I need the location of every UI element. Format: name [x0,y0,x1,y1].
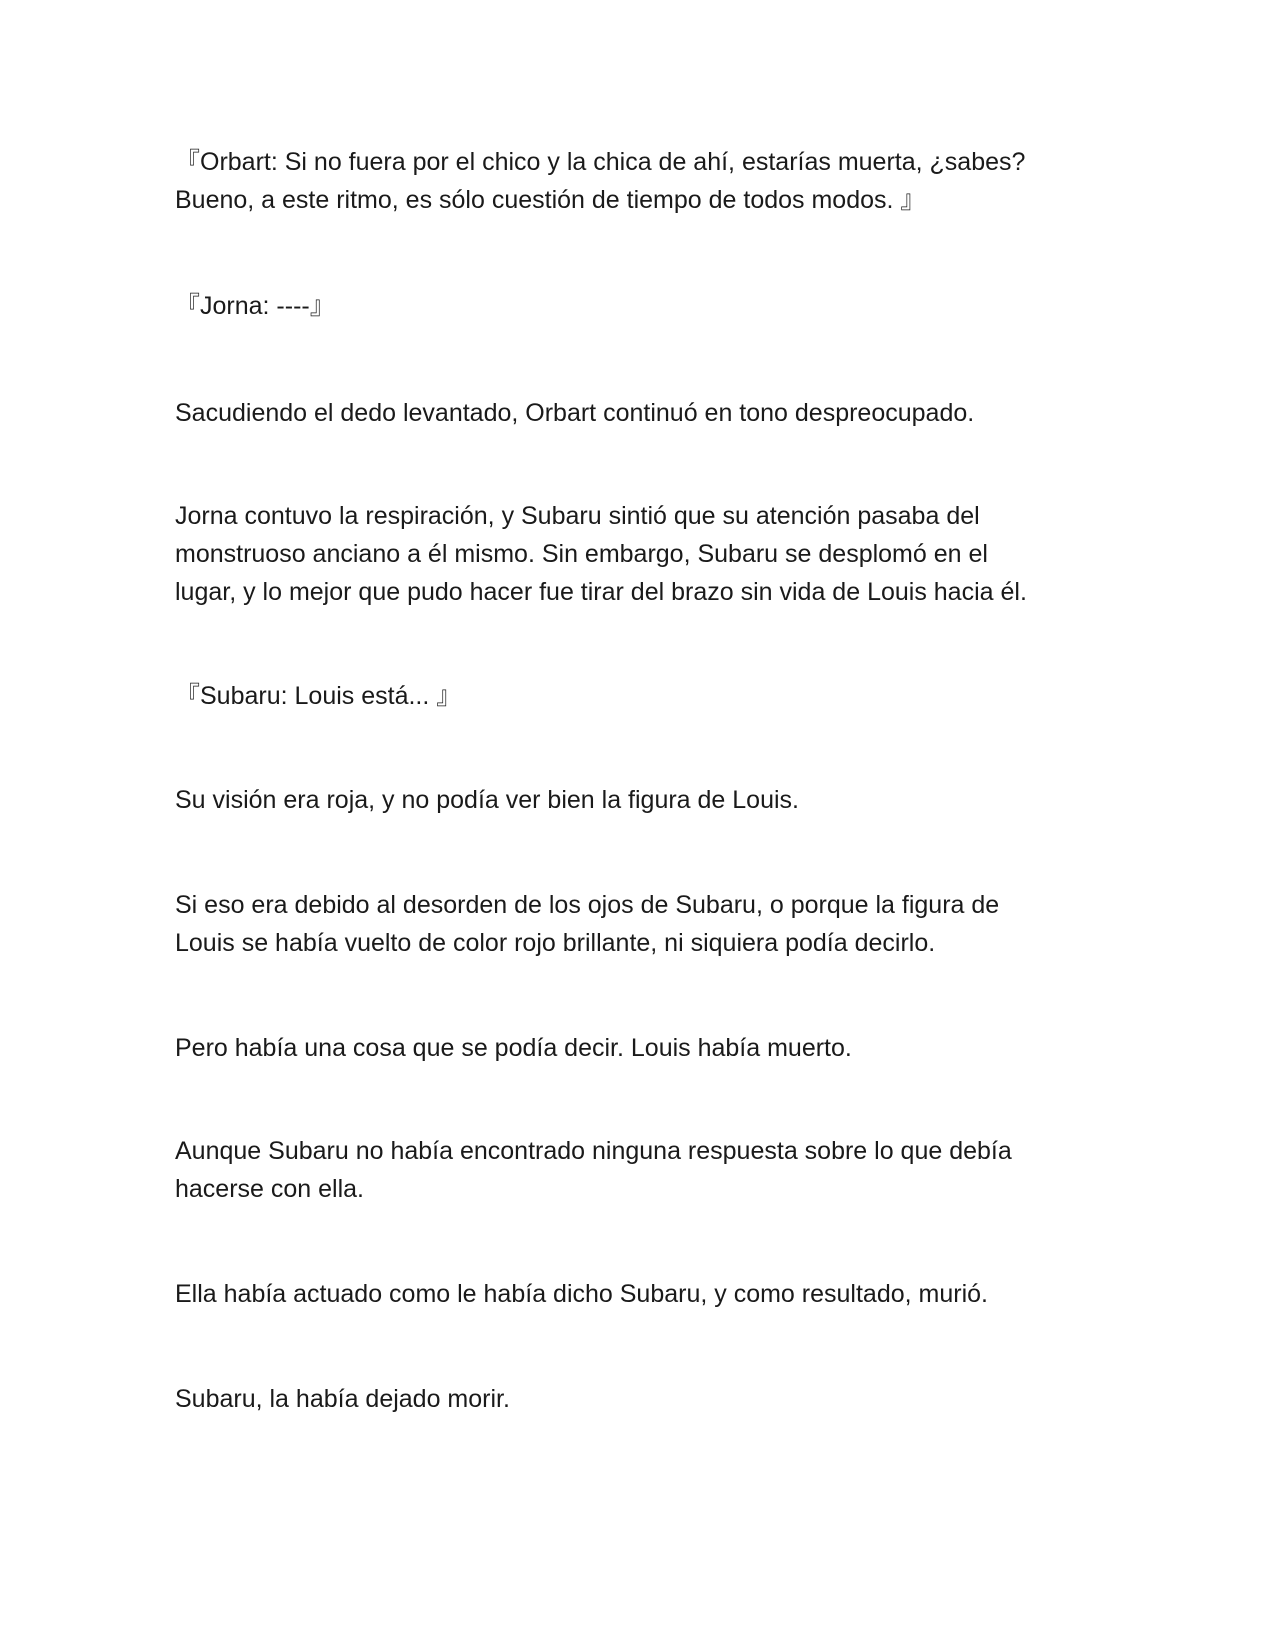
text-line: hacerse con ella. [175,1175,365,1203]
paragraph-narration [175,1029,1095,1067]
text-line: Ella había actuado como le había dicho Subaru, y como resultado, murió. [175,1280,988,1308]
text-line: Aunque Subaru no había encontrado ninguna respuesta sobre lo que debía [175,1137,1012,1165]
text-line: 『Jorna: ----』 [175,292,335,320]
paragraph-narration [175,394,1095,432]
text-line: Sacudiendo el dedo levantado, Orbart continuó en tono despreocupado. [175,399,975,427]
paragraph-narration [175,497,1095,611]
text-line: 『Subaru: Louis está... 』 [175,682,462,710]
paragraph-narration [175,886,1095,962]
text-line: Subaru, la había dejado morir. [175,1385,510,1413]
text-line: Pero había una cosa que se podía decir. Louis había muerto. [175,1034,852,1062]
text-line: lugar, y lo mejor que pudo hacer fue tirar del brazo sin vida de Louis hacia él. [175,578,1027,606]
paragraph-orbart-dialogue [175,143,1095,219]
text-line: Si eso era debido al desorden de los ojos de Subaru, o porque la figura de [175,891,1000,919]
text-line: Jorna contuvo la respiración, y Subaru sintió que su atención pasaba del [175,502,980,530]
paragraph-narration [175,781,1095,819]
text-line: Su visión era roja, y no podía ver bien la figura de Louis. [175,786,799,814]
paragraph-narration [175,1380,1095,1418]
paragraph-subaru-dialogue [175,677,1095,715]
text-line: monstruoso anciano a él mismo. Sin embargo, Subaru se desplomó en el [175,540,988,568]
text-line: Louis se había vuelto de color rojo brillante, ni siquiera podía decirlo. [175,929,936,957]
paragraph-jorna-dialogue [175,287,1095,325]
paragraph-narration [175,1132,1095,1208]
paragraph-narration [175,1275,1095,1313]
text-line: Bueno, a este ritmo, es sólo cuestión de tiempo de todos modos. 』 [175,186,926,214]
text-line: 『Orbart: Si no fuera por el chico y la chica de ahí, estarías muerta, ¿sabes? [175,148,1026,176]
